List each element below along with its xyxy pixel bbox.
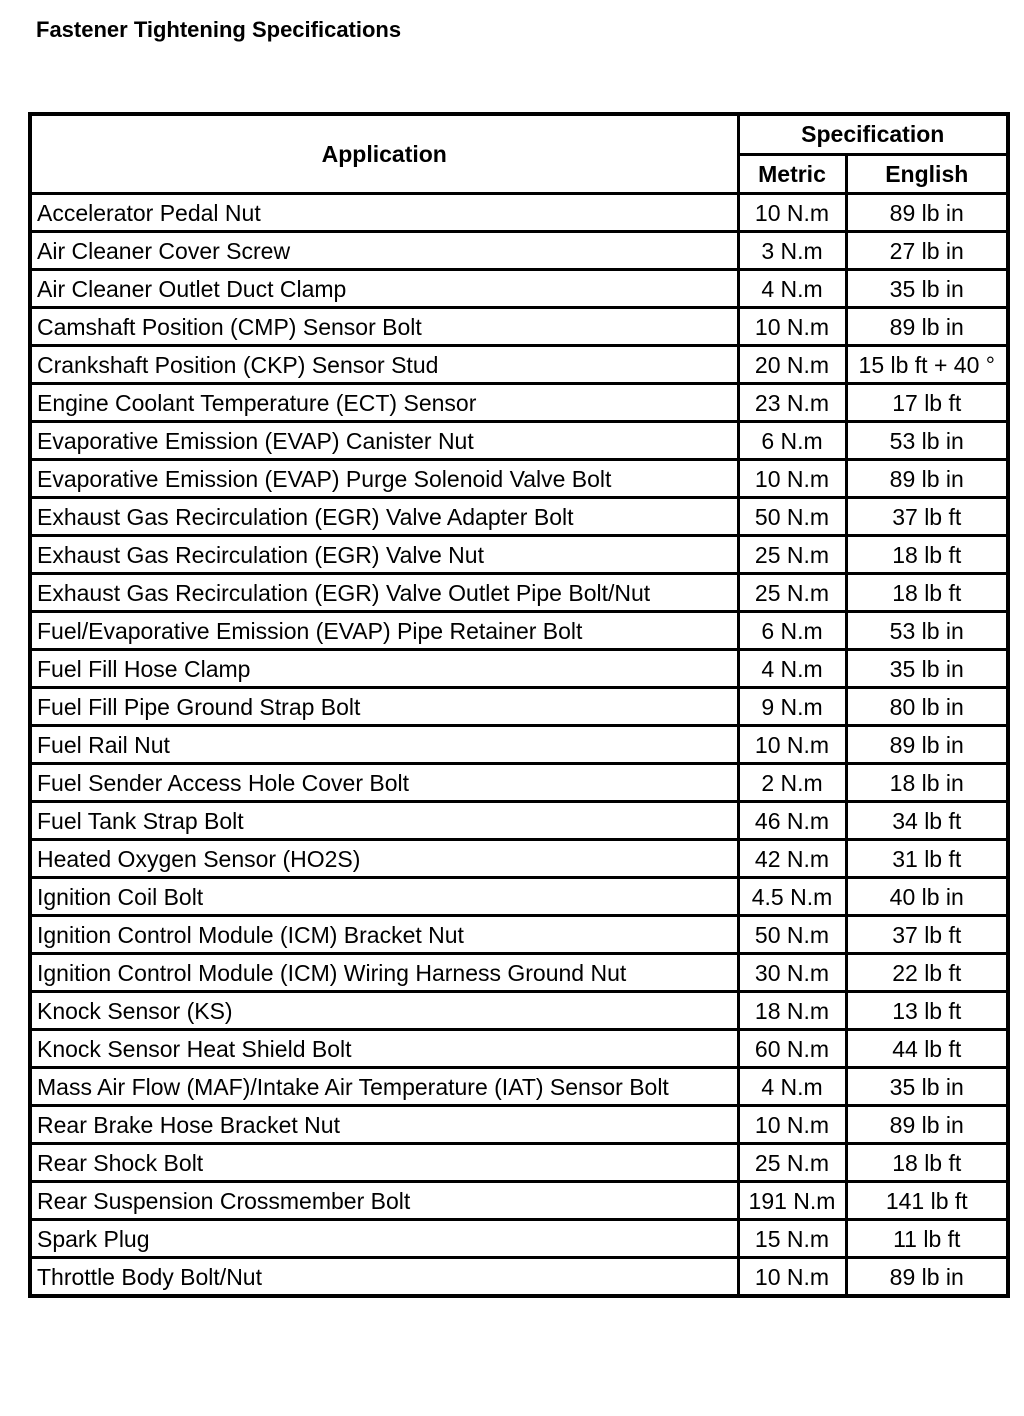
english-value-cell: 35 lb in <box>846 650 1008 688</box>
english-value-cell: 141 lb ft <box>846 1182 1008 1220</box>
application-cell: Rear Shock Bolt <box>30 1144 738 1182</box>
application-cell: Crankshaft Position (CKP) Sensor Stud <box>30 346 738 384</box>
table-row <box>30 1068 1008 1106</box>
application-cell: Fuel Tank Strap Bolt <box>30 802 738 840</box>
table-row <box>30 308 1008 346</box>
application-cell: Mass Air Flow (MAF)/Intake Air Temperature (IAT) Sensor Bolt <box>30 1068 738 1106</box>
table-row <box>30 1106 1008 1144</box>
table-row <box>30 1182 1008 1220</box>
table-row <box>30 498 1008 536</box>
application-header: Application <box>30 114 738 194</box>
metric-value-cell: 25 N.m <box>738 1144 846 1182</box>
application-cell: Exhaust Gas Recirculation (EGR) Valve Outlet Pipe Bolt/Nut <box>30 574 738 612</box>
application-cell: Evaporative Emission (EVAP) Canister Nut <box>30 422 738 460</box>
table-body <box>30 194 1008 1297</box>
application-cell: Rear Suspension Crossmember Bolt <box>30 1182 738 1220</box>
metric-value-cell: 6 N.m <box>738 422 846 460</box>
table-row <box>30 1144 1008 1182</box>
table-row <box>30 916 1008 954</box>
metric-value-cell: 25 N.m <box>738 536 846 574</box>
english-header: English <box>846 154 1008 194</box>
table-row <box>30 992 1008 1030</box>
application-cell: Exhaust Gas Recirculation (EGR) Valve Nut <box>30 536 738 574</box>
english-value-cell: 22 lb ft <box>846 954 1008 992</box>
table-row <box>30 954 1008 992</box>
table-row <box>30 194 1008 232</box>
application-cell: Exhaust Gas Recirculation (EGR) Valve Adapter Bolt <box>30 498 738 536</box>
table-row <box>30 460 1008 498</box>
table-row <box>30 878 1008 916</box>
english-value-cell: 40 lb in <box>846 878 1008 916</box>
english-value-cell: 35 lb in <box>846 270 1008 308</box>
english-value-cell: 89 lb in <box>846 1106 1008 1144</box>
table-row <box>30 346 1008 384</box>
english-value-cell: 35 lb in <box>846 1068 1008 1106</box>
page-title: Fastener Tightening Specifications <box>36 17 402 42</box>
english-value-cell: 89 lb in <box>846 308 1008 346</box>
english-value-cell: 18 lb ft <box>846 574 1008 612</box>
english-value-cell: 27 lb in <box>846 232 1008 270</box>
metric-value-cell: 4 N.m <box>738 650 846 688</box>
metric-value-cell: 10 N.m <box>738 1106 846 1144</box>
english-value-cell: 89 lb in <box>846 194 1008 232</box>
table-row <box>30 232 1008 270</box>
english-value-cell: 15 lb ft + 40 ° <box>846 346 1008 384</box>
application-cell: Fuel Rail Nut <box>30 726 738 764</box>
english-value-cell: 31 lb ft <box>846 840 1008 878</box>
english-value-cell: 34 lb ft <box>846 802 1008 840</box>
metric-value-cell: 25 N.m <box>738 574 846 612</box>
metric-value-cell: 4 N.m <box>738 270 846 308</box>
table-row <box>30 422 1008 460</box>
table-row <box>30 764 1008 802</box>
application-cell: Fuel Sender Access Hole Cover Bolt <box>30 764 738 802</box>
application-cell: Ignition Control Module (ICM) Wiring Harness Ground Nut <box>30 954 738 992</box>
table-row <box>30 726 1008 764</box>
english-value-cell: 37 lb ft <box>846 916 1008 954</box>
specification-header: Specification <box>738 114 1008 154</box>
table-row <box>30 1258 1008 1297</box>
metric-value-cell: 23 N.m <box>738 384 846 422</box>
english-value-cell: 80 lb in <box>846 688 1008 726</box>
metric-value-cell: 60 N.m <box>738 1030 846 1068</box>
application-cell: Knock Sensor (KS) <box>30 992 738 1030</box>
table-row <box>30 270 1008 308</box>
application-cell: Ignition Control Module (ICM) Bracket Nut <box>30 916 738 954</box>
application-cell: Evaporative Emission (EVAP) Purge Solenoid Valve Bolt <box>30 460 738 498</box>
english-value-cell: 13 lb ft <box>846 992 1008 1030</box>
english-value-cell: 89 lb in <box>846 726 1008 764</box>
english-value-cell: 18 lb ft <box>846 536 1008 574</box>
english-value-cell: 89 lb in <box>846 1258 1008 1297</box>
application-cell: Heated Oxygen Sensor (HO2S) <box>30 840 738 878</box>
application-cell: Fuel Fill Pipe Ground Strap Bolt <box>30 688 738 726</box>
english-value-cell: 11 lb ft <box>846 1220 1008 1258</box>
metric-value-cell: 18 N.m <box>738 992 846 1030</box>
table-row <box>30 840 1008 878</box>
application-cell: Accelerator Pedal Nut <box>30 194 738 232</box>
metric-value-cell: 10 N.m <box>738 194 846 232</box>
table-row <box>30 650 1008 688</box>
application-cell: Camshaft Position (CMP) Sensor Bolt <box>30 308 738 346</box>
fastener-spec-table <box>28 112 1010 1298</box>
english-value-cell: 44 lb ft <box>846 1030 1008 1068</box>
application-cell: Fuel Fill Hose Clamp <box>30 650 738 688</box>
metric-value-cell: 50 N.m <box>738 498 846 536</box>
application-cell: Knock Sensor Heat Shield Bolt <box>30 1030 738 1068</box>
metric-value-cell: 2 N.m <box>738 764 846 802</box>
metric-value-cell: 4 N.m <box>738 1068 846 1106</box>
metric-value-cell: 50 N.m <box>738 916 846 954</box>
english-value-cell: 53 lb in <box>846 422 1008 460</box>
table-row <box>30 536 1008 574</box>
metric-value-cell: 4.5 N.m <box>738 878 846 916</box>
application-cell: Air Cleaner Cover Screw <box>30 232 738 270</box>
application-cell: Ignition Coil Bolt <box>30 878 738 916</box>
metric-value-cell: 30 N.m <box>738 954 846 992</box>
metric-value-cell: 10 N.m <box>738 1258 846 1297</box>
table-row <box>30 1030 1008 1068</box>
metric-value-cell: 15 N.m <box>738 1220 846 1258</box>
table-row <box>30 574 1008 612</box>
metric-value-cell: 46 N.m <box>738 802 846 840</box>
metric-value-cell: 3 N.m <box>738 232 846 270</box>
metric-value-cell: 10 N.m <box>738 308 846 346</box>
metric-value-cell: 10 N.m <box>738 726 846 764</box>
application-cell: Throttle Body Bolt/Nut <box>30 1258 738 1297</box>
application-cell: Engine Coolant Temperature (ECT) Sensor <box>30 384 738 422</box>
table-row <box>30 688 1008 726</box>
english-value-cell: 53 lb in <box>846 612 1008 650</box>
table-row <box>30 384 1008 422</box>
application-cell: Rear Brake Hose Bracket Nut <box>30 1106 738 1144</box>
metric-header: Metric <box>738 154 846 194</box>
metric-value-cell: 191 N.m <box>738 1182 846 1220</box>
metric-value-cell: 42 N.m <box>738 840 846 878</box>
metric-value-cell: 6 N.m <box>738 612 846 650</box>
table-row <box>30 612 1008 650</box>
metric-value-cell: 9 N.m <box>738 688 846 726</box>
english-value-cell: 89 lb in <box>846 460 1008 498</box>
metric-value-cell: 10 N.m <box>738 460 846 498</box>
english-value-cell: 17 lb ft <box>846 384 1008 422</box>
application-cell: Spark Plug <box>30 1220 738 1258</box>
metric-value-cell: 20 N.m <box>738 346 846 384</box>
application-cell: Fuel/Evaporative Emission (EVAP) Pipe Retainer Bolt <box>30 612 738 650</box>
table-row <box>30 1220 1008 1258</box>
table-row <box>30 802 1008 840</box>
english-value-cell: 18 lb in <box>846 764 1008 802</box>
english-value-cell: 18 lb ft <box>846 1144 1008 1182</box>
english-value-cell: 37 lb ft <box>846 498 1008 536</box>
application-cell: Air Cleaner Outlet Duct Clamp <box>30 270 738 308</box>
